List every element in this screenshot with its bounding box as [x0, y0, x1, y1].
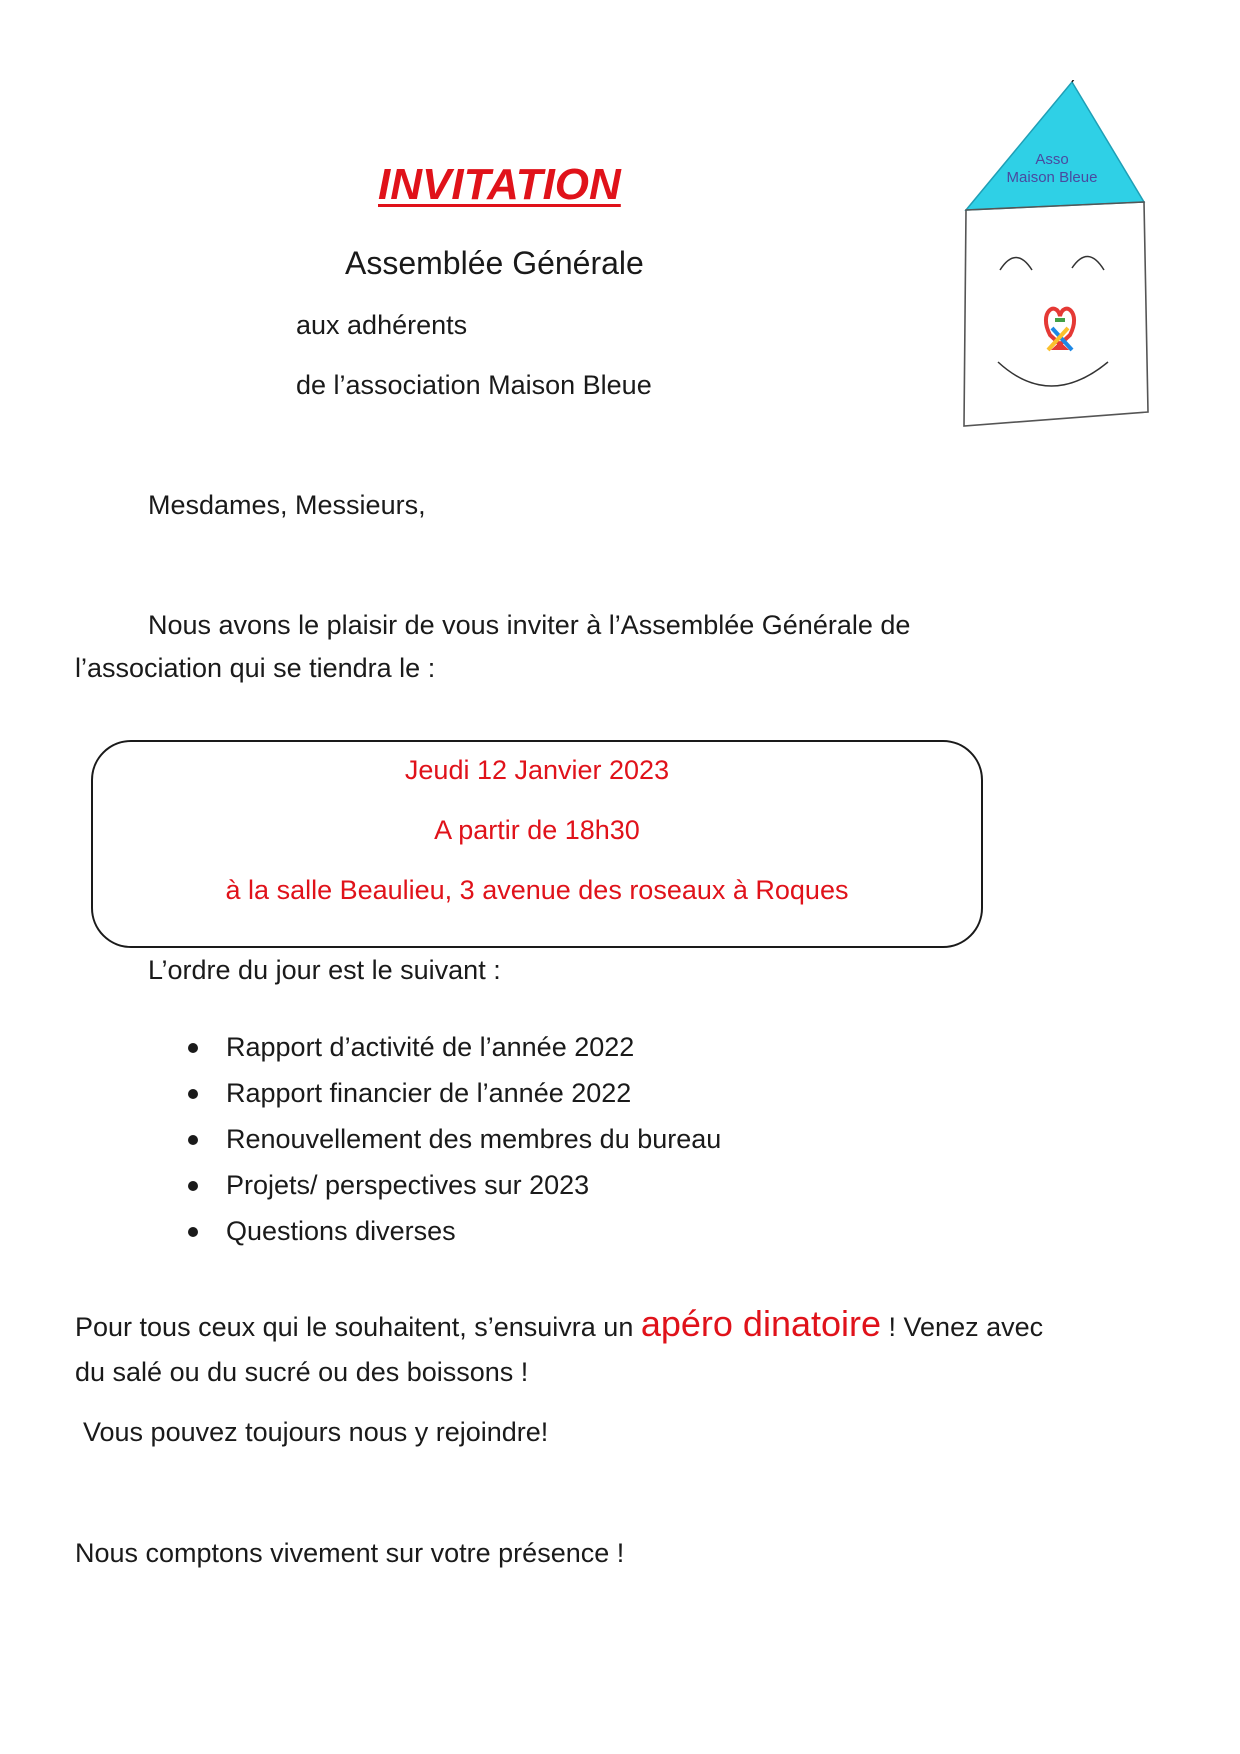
logo-smile	[998, 362, 1108, 386]
agenda-item: Renouvellement des membres du bureau	[186, 1116, 721, 1162]
greeting: Mesdames, Messieurs,	[148, 490, 426, 520]
bullet-icon	[188, 1135, 198, 1145]
bullet-icon	[188, 1089, 198, 1099]
bullet-icon	[188, 1227, 198, 1237]
logo-roof	[966, 82, 1144, 210]
intro-line-1: Nous avons le plaisir de vous inviter à l’Assemblée Générale de	[148, 610, 911, 640]
invitation-title: INVITATION	[378, 160, 621, 209]
agenda-item: Questions diverses	[186, 1208, 721, 1254]
closing-line: Nous comptons vivement sur votre présence !	[75, 1538, 625, 1568]
apero-paragraph-line-2: du salé ou du sucré ou des boissons !	[75, 1357, 529, 1387]
event-date: Jeudi 12 Janvier 2023	[404, 755, 670, 785]
logo-house-body	[964, 202, 1148, 426]
intro-line-2: l’association qui se tiendra le :	[75, 653, 436, 683]
addressee-line-2: de l’association Maison Bleue	[296, 370, 652, 400]
agenda-list	[186, 1024, 721, 1254]
agenda-heading: L’ordre du jour est le suivant :	[148, 955, 501, 985]
event-time: A partir de 18h30	[434, 815, 640, 845]
agenda-item: Rapport d’activité de l’année 2022	[186, 1024, 721, 1070]
apero-highlight: apéro dinatoire	[640, 1303, 882, 1344]
addressee-line-1: aux adhérents	[296, 310, 468, 340]
apero-paragraph-line-1: Pour tous ceux qui le souhaitent, s’ensuivra un apéro dinatoire ! Venez avec	[75, 1303, 1044, 1344]
logo-left-eye	[1000, 258, 1032, 271]
agenda-item: Projets/ perspectives sur 2023	[186, 1162, 721, 1208]
autism-ribbon-icon	[1046, 309, 1074, 350]
page-subtitle: Assemblée Générale	[345, 245, 644, 281]
bullet-icon	[188, 1181, 198, 1191]
bullet-icon	[188, 1043, 198, 1053]
event-place: à la salle Beaulieu, 3 avenue des roseaux à Roques	[225, 875, 849, 905]
rejoin-line: Vous pouvez toujours nous y rejoindre!	[83, 1417, 549, 1447]
agenda-item: Rapport financier de l’année 2022	[186, 1070, 721, 1116]
logo-text-line-2: Maison Bleue	[1006, 169, 1098, 186]
maison-bleue-logo	[960, 80, 1170, 440]
logo-text-line-1: Asso	[1035, 151, 1069, 168]
logo-right-eye	[1072, 256, 1104, 270]
